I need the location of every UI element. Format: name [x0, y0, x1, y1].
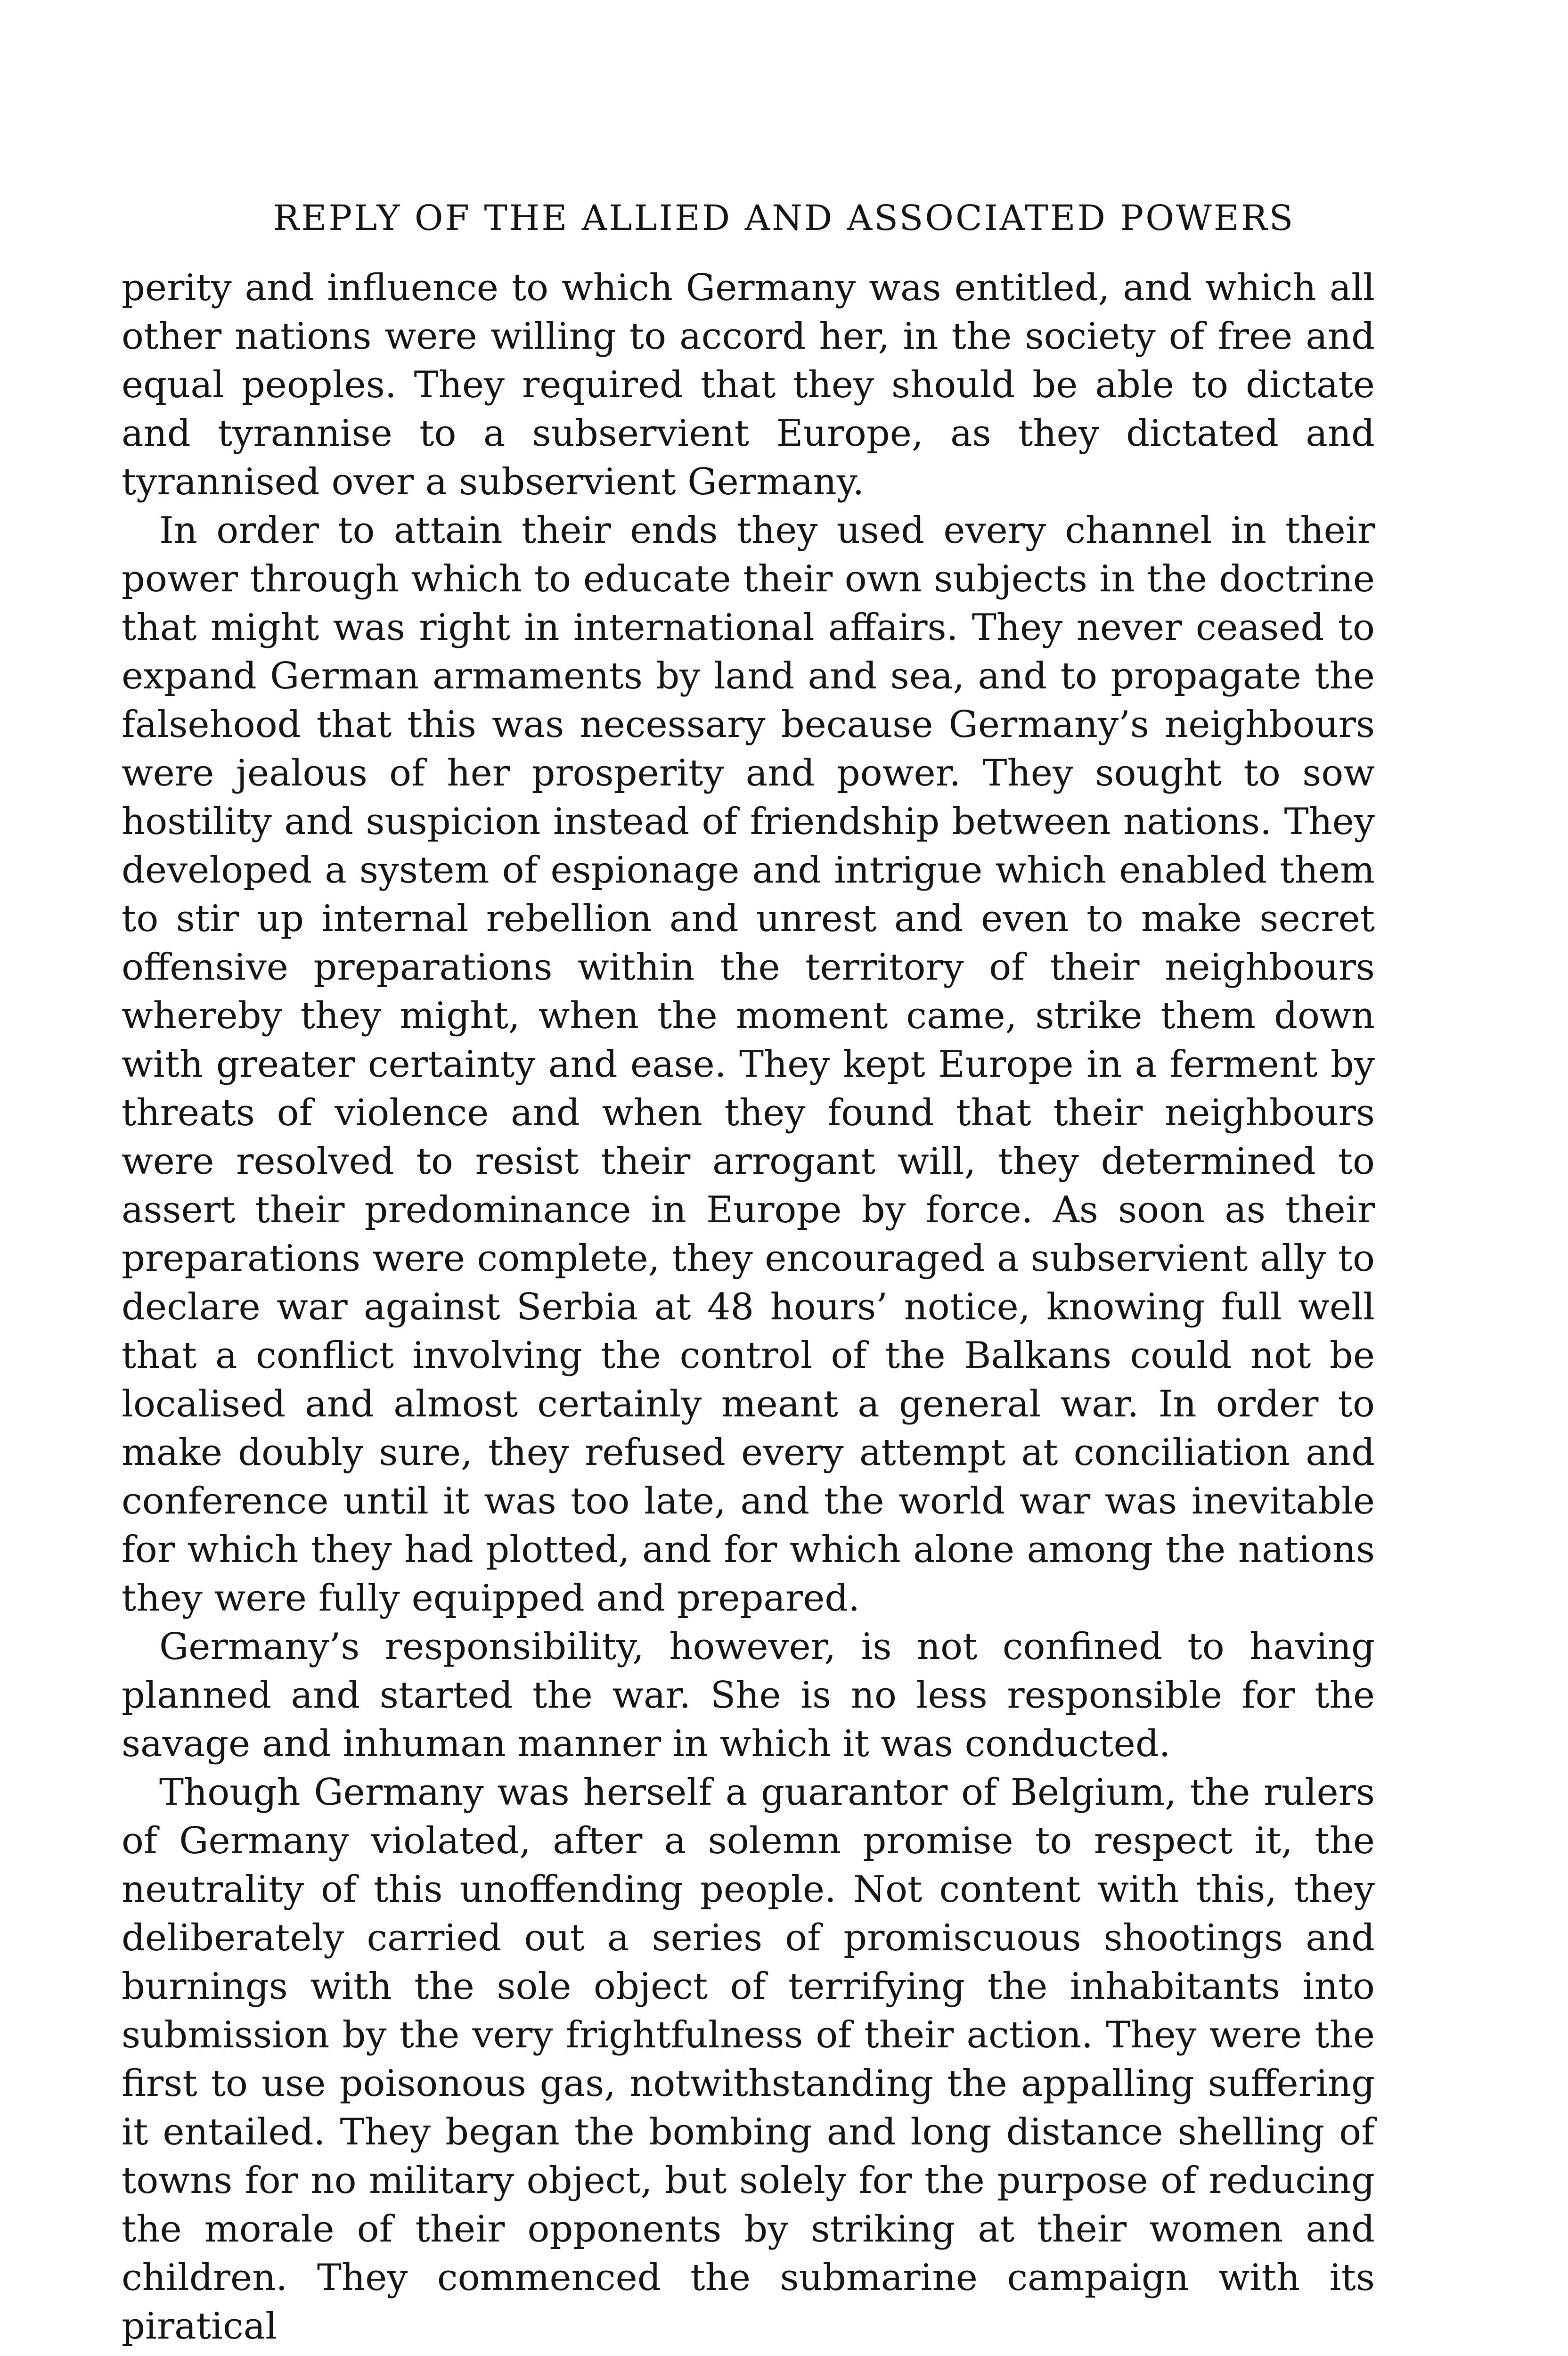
- page-number: [0, 2354, 1568, 2356]
- paragraph: Germany’s responsibility, however, is not confined to having planned and started the war. She is no less responsible for the savage and inhuman manner in which it was conducted.: [122, 1626, 1375, 1765]
- paragraph: Though Germany was herself a guarantor of Belgium, the rulers of Germany violated, after a solemn promise to respect it, the neutrality of this unoffending people. Not content with this, they deliberately carried out a series of promiscuous shootings and burnings with the sole object of terrifying the inhabitants into submission by the very frightfulness of their action. They were the first to use poisonous gas, notwithstanding the appalling suffering it entailed. They began the bombing and long distance shelling of towns for no military object, but solely for the purpose of reducing the morale of their opponents by striking at their women and children. They commenced the submarine campaign with its piratical: [122, 1771, 1375, 2348]
- body-text: [122, 264, 1375, 2351]
- paragraph: In order to attain their ends they used every channel in their power through which to educate their own subjects in the doctrine that might was right in international affairs. They never ceased to expand German armaments by land and sea, and to propagate the falsehood that this was necessary because Germany’s neighbours were jealous of her prosperity and power. They sought to sow hostility and suspicion instead of friendship between nations. They developed a system of espionage and intrigue which enabled them to stir up internal rebellion and unrest and even to make secret offensive preparations within the territory of their neighbours whereby they might, when the moment came, strike them down with greater certainty and ease. They kept Europe in a ferment by threats of violence and when they found that their neighbours were resolved to resist their arrogant will, they determined to assert their predominance in Europe by force. As soon as their preparations were complete, they encouraged a subservient ally to declare war against Serbia at 48 hours’ notice, knowing full well that a conflict involving the control of the Balkans could not be localised and almost certainly meant a general war. In order to make doubly sure, they refused every attempt at conciliation and conference until it was too late, and the world war was inevitable for which they had plotted, and for which alone among the nations they were fully equipped and prepared.: [122, 509, 1375, 1620]
- running-head: REPLY OF THE ALLIED AND ASSOCIATED POWERS: [273, 198, 1295, 238]
- paragraph-continued: perity and influence to which Germany was entitled, and which all other nations were willing to accord her, in the society of free and equal peoples. They required that they should be able to dictate and tyrannise to a subservient Europe, as they dictated and tyrannised over a subservient Germany.: [122, 267, 1375, 503]
